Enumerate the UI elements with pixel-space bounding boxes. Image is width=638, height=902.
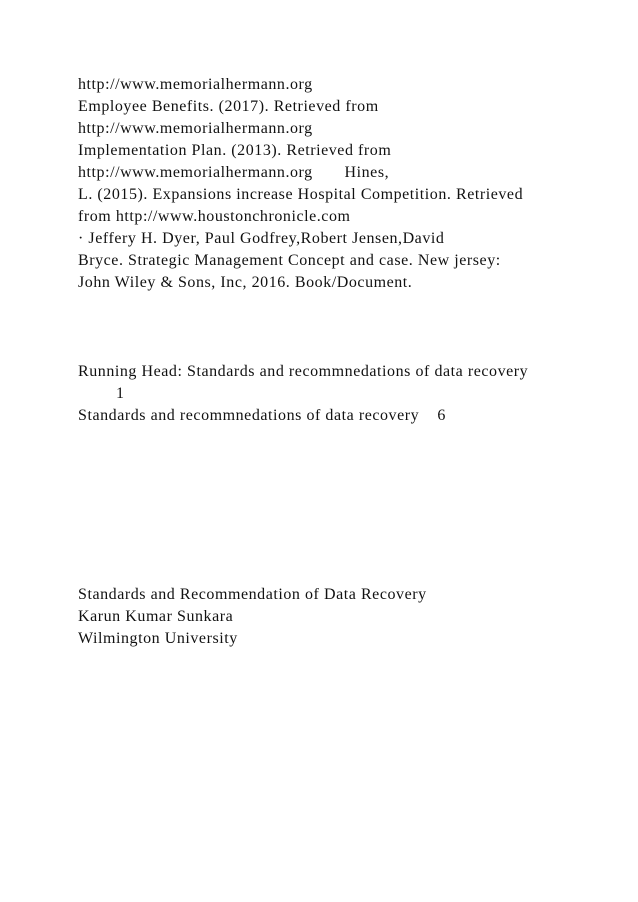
reference-list: [78, 74, 618, 294]
reference-line: Bryce. Strategic Management Concept and case. New jersey:: [78, 252, 501, 269]
reference-line: http://www.memorialhermann.org: [78, 76, 313, 93]
reference-line: Employee Benefits. (2017). Retrieved from: [78, 98, 379, 115]
reference-line: http://www.memorialhermann.org: [78, 120, 313, 137]
running-head: Running Head: Standards and recommnedations of data recovery: [78, 363, 529, 380]
reference-line: Implementation Plan. (2013). Retrieved from: [78, 142, 392, 159]
reference-line: from http://www.houstonchronicle.com: [78, 208, 351, 225]
page-number: 1: [116, 385, 125, 402]
running-head-block: [78, 361, 618, 427]
reference-line: http://www.memorialhermann.org Hines,: [78, 164, 390, 181]
author-name: Karun Kumar Sunkara: [78, 608, 234, 625]
reference-line: · Jeffery H. Dyer, Paul Godfrey,Robert Jensen,David: [78, 230, 445, 247]
reference-line: L. (2015). Expansions increase Hospital Competition. Retrieved: [78, 186, 524, 203]
reference-line: John Wiley & Sons, Inc, 2016. Book/Document.: [78, 274, 413, 291]
short-title-header: Standards and recommnedations of data recovery 6: [78, 407, 446, 424]
title-page-block: [78, 584, 618, 650]
paper-title: Standards and Recommendation of Data Recovery: [78, 586, 427, 603]
institution-name: Wilmington University: [78, 630, 238, 647]
